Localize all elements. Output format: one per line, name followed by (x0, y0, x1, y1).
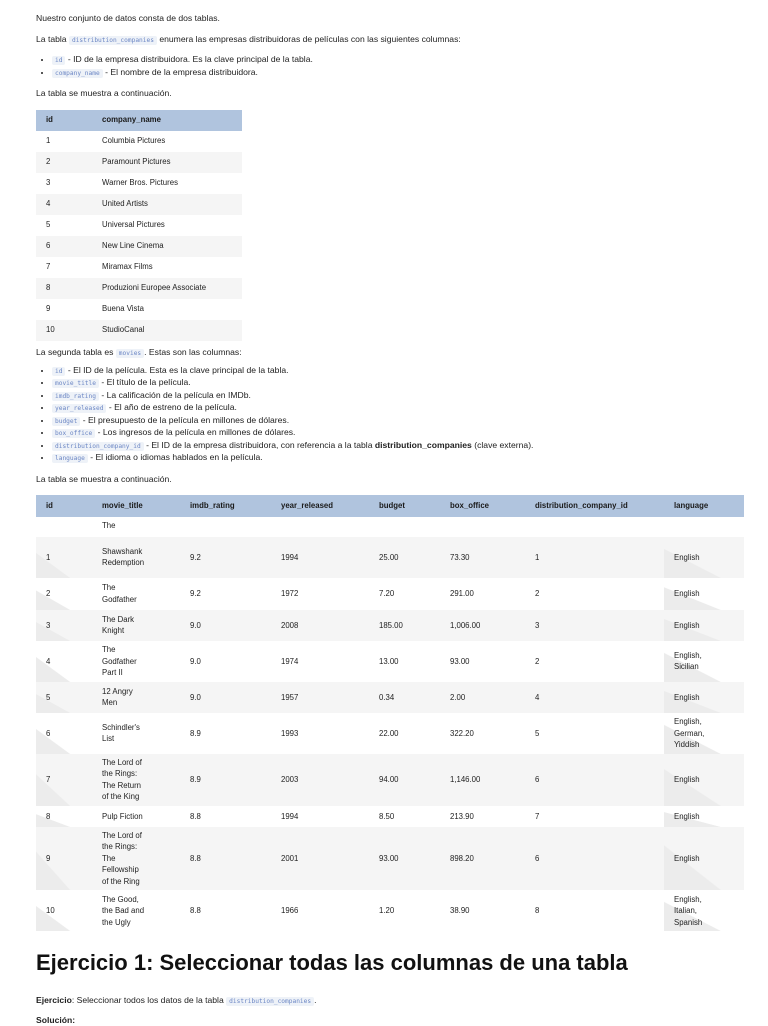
table-cell: 9 (46, 303, 51, 313)
table1-column-list (36, 54, 732, 79)
column-header: company_name (92, 110, 242, 131)
table-row (36, 236, 242, 257)
table-cell: English (664, 754, 744, 806)
table-cell: 7.20 (379, 589, 395, 599)
table-cell: Columbia Pictures (102, 135, 166, 145)
table-cell: 8.8 (190, 811, 201, 821)
table-cell: 12 Angry Men (92, 682, 180, 713)
table-cell: 1 (525, 537, 664, 578)
table-cell: 2008 (271, 610, 369, 641)
table-cell: 8.8 (190, 906, 201, 916)
table-cell: Buena Vista (102, 303, 144, 313)
table-cell (440, 517, 525, 537)
table-cell: 6 (36, 713, 92, 754)
table-row (36, 641, 744, 682)
table-cell: English (664, 537, 744, 578)
inline-code: language (52, 454, 88, 463)
table-cell: 1.20 (379, 906, 395, 916)
table-row (36, 320, 242, 341)
list-item: • movie_title - El título de la película. (52, 377, 732, 390)
table-row (36, 890, 744, 931)
table-cell: The Good, the Bad and the Ugly (102, 894, 145, 927)
inline-code: distribution_companies (226, 997, 314, 1006)
table-cell: The Lord of the Rings: The Fellowship of the Ring (92, 827, 180, 891)
table-cell: 1 (36, 537, 92, 578)
table-cell: 1966 (281, 906, 299, 916)
table-cell: 10 (36, 320, 92, 341)
exercise-statement: Ejercicio: Seleccionar todos los datos de la tabla distribution_companies . (36, 994, 317, 1005)
table-row (36, 173, 242, 194)
table-cell: New Line Cinema (92, 236, 242, 257)
list-item: • year_released - El año de estreno de la película. (52, 402, 732, 415)
table-cell: The Dark Knight (92, 610, 180, 641)
table-cell: 5 (535, 728, 540, 738)
table-row (36, 299, 242, 320)
table-cell: 2.00 (440, 682, 525, 713)
table2-column-list (36, 365, 732, 465)
table-row (36, 578, 744, 610)
table-cell: 9 (36, 827, 92, 891)
table-cell: 1974 (281, 656, 299, 666)
table-cell: English, German, Yiddish (664, 713, 744, 754)
table-cell: 4 (36, 641, 92, 682)
table-cell: 291.00 (450, 589, 474, 599)
intro-paragraph: Nuestro conjunto de datos consta de dos tablas. (36, 13, 220, 23)
table-cell: 4 (36, 194, 92, 215)
table-cell: Produzioni Europee Associate (92, 278, 242, 299)
distribution-companies-table (36, 110, 242, 341)
table-shown-note: La tabla se muestra a continuación. (36, 88, 172, 99)
table-cell: 3 (36, 610, 92, 641)
table-cell: 1993 (281, 728, 299, 738)
inline-code: company_name (52, 69, 103, 78)
table-row (36, 713, 744, 754)
inline-code: movie_title (52, 379, 99, 388)
table-cell: 2003 (271, 754, 369, 806)
table-cell: The Godfather Part II (102, 645, 137, 678)
list-item: • id - ID de la empresa distribuidora. Es la clave principal de la tabla. (52, 54, 732, 67)
inline-code: year_released (52, 404, 106, 413)
table-cell: 2 (535, 589, 540, 599)
table-row (36, 131, 242, 152)
table-cell: 1 (46, 135, 51, 145)
table-cell: 8.9 (180, 754, 271, 806)
inline-code: budget (52, 417, 80, 426)
table-cell: 1957 (271, 682, 369, 713)
list-item: • imdb_rating - La calificación de la película en IMDb. (52, 390, 732, 403)
table-cell: 73.30 (440, 537, 525, 578)
table-cell (369, 517, 440, 537)
table-cell: 8.9 (190, 728, 201, 738)
column-header: id (36, 495, 92, 517)
table-shown-note: La tabla se muestra a continuación. (36, 473, 172, 484)
table-row (36, 152, 242, 173)
table-row (36, 827, 744, 891)
solution-label: Solución: (36, 1015, 76, 1026)
inline-code: id (52, 367, 65, 376)
table-row (36, 806, 744, 827)
table-cell: 4 (525, 682, 664, 713)
table-cell: 25.00 (369, 537, 440, 578)
table-cell: 1,006.00 (440, 610, 525, 641)
inline-code: distribution_companies (69, 36, 157, 45)
table-cell: 22.00 (379, 728, 399, 738)
table-cell: 10 (36, 890, 92, 931)
table-cell: Paramount Pictures (92, 152, 242, 173)
table-cell: 7 (46, 261, 51, 271)
table-row (36, 194, 242, 215)
table-cell: 38.90 (450, 906, 470, 916)
table-cell: English (664, 827, 744, 891)
table-cell: 1994 (281, 811, 299, 821)
table-cell: 94.00 (369, 754, 440, 806)
table-cell: English (664, 682, 744, 713)
table-row (36, 537, 744, 578)
column-header: box_office (440, 495, 525, 517)
table-cell: 213.90 (450, 811, 474, 821)
table-cell: 93.00 (369, 827, 440, 891)
inline-code: imdb_rating (52, 392, 99, 401)
table-row (36, 257, 242, 278)
table-cell: 9.0 (180, 610, 271, 641)
table-cell: 7 (36, 754, 92, 806)
inline-code: box_office (52, 429, 95, 438)
inline-code: distribution_company_id (52, 442, 144, 451)
table-cell: English (664, 578, 744, 610)
list-item: • box_office - Los ingresos de la película en millones de dólares. (52, 427, 732, 440)
table-cell: 0.34 (369, 682, 440, 713)
table-cell: 9.0 (190, 656, 201, 666)
inline-code: movies (116, 349, 144, 358)
table-row (36, 215, 242, 236)
exercise-heading: Ejercicio 1: Seleccionar todas las columnas de una tabla (36, 950, 628, 976)
table-cell: 8 (36, 806, 92, 827)
table-cell: 1972 (281, 589, 299, 599)
table-cell: Schindler's List (102, 722, 140, 744)
table-cell: 93.00 (450, 656, 470, 666)
column-header: budget (369, 495, 440, 517)
table-cell: 8 (535, 906, 540, 916)
table-row (36, 517, 744, 537)
table-cell: Universal Pictures (102, 219, 165, 229)
list-item: • distribution_company_id - El ID de la empresa distribuidora, con referencia a la tabla distribution_companies (clave externa). (52, 440, 732, 453)
table-cell (271, 517, 369, 537)
table-cell: StudioCanal (92, 320, 242, 341)
table-cell: 6 (525, 827, 664, 891)
table-cell: 2001 (271, 827, 369, 891)
table-cell: 322.20 (450, 728, 474, 738)
table-cell: The Godfather (102, 583, 137, 604)
table-cell: English (664, 610, 744, 641)
inline-code: id (52, 56, 65, 65)
table-cell: Pulp Fiction (102, 811, 143, 821)
column-header: imdb_rating (180, 495, 271, 517)
table-cell: English (664, 806, 744, 827)
movies-table (36, 495, 744, 932)
list-item: • budget - El presupuesto de la película en millones de dólares. (52, 415, 732, 428)
table-header-row (36, 495, 744, 517)
table-cell: United Artists (92, 194, 242, 215)
table-cell: Miramax Films (102, 261, 153, 271)
table-cell (525, 517, 664, 537)
table-cell: 1,146.00 (440, 754, 525, 806)
table-cell: 2 (535, 656, 540, 666)
column-header: distribution_company_id (525, 495, 664, 517)
table-cell: 7 (535, 811, 540, 821)
table-cell: 9.2 (180, 537, 271, 578)
table-cell: The (102, 520, 116, 530)
table-cell: 2 (36, 152, 92, 173)
table-cell: 9.0 (180, 682, 271, 713)
table-cell: The Lord of the Rings: The Return of the King (92, 754, 180, 806)
table1-description: La tabla distribution_companies enumera las empresas distribuidoras de películas con las siguientes columnas: (36, 34, 461, 45)
list-item: • id - El ID de la película. Esta es la clave principal de la tabla. (52, 365, 732, 378)
table-cell: 13.00 (379, 656, 399, 666)
table-cell: Warner Bros. Pictures (102, 177, 178, 187)
table-row (36, 682, 744, 713)
table-cell: 6 (36, 236, 92, 257)
table-cell: 8.8 (180, 827, 271, 891)
column-header: year_released (271, 495, 369, 517)
table-cell: 3 (46, 177, 51, 187)
table-row (36, 754, 744, 806)
table-cell: 185.00 (369, 610, 440, 641)
table-cell: 898.20 (440, 827, 525, 891)
table-cell (36, 517, 92, 537)
column-header: language (664, 495, 744, 517)
table-cell: English, Sicilian (664, 641, 744, 682)
table-cell: 1994 (271, 537, 369, 578)
table-row (36, 278, 242, 299)
column-header: id (36, 110, 92, 131)
table-cell: Shawshank Redemption (92, 537, 180, 578)
table-cell: 9.2 (190, 589, 201, 599)
list-item: • language - El idioma o idiomas hablados en la película. (52, 452, 732, 465)
table-cell (664, 517, 744, 537)
table-cell: 3 (525, 610, 664, 641)
table2-description: La segunda tabla es movies . Estas son las columnas: (36, 346, 242, 357)
table-cell: 8.50 (379, 811, 395, 821)
table-cell: 6 (525, 754, 664, 806)
table-cell: 5 (46, 219, 51, 229)
list-item: • company_name - El nombre de la empresa distribuidora. (52, 67, 732, 80)
table-cell: 5 (36, 682, 92, 713)
table-cell: 8 (36, 278, 92, 299)
table-cell: 2 (36, 578, 92, 610)
table-cell: English, Italian, Spanish (664, 890, 744, 931)
table-cell (180, 517, 271, 537)
table-row (36, 610, 744, 641)
table-header-row (36, 110, 242, 131)
column-header: movie_title (92, 495, 180, 517)
